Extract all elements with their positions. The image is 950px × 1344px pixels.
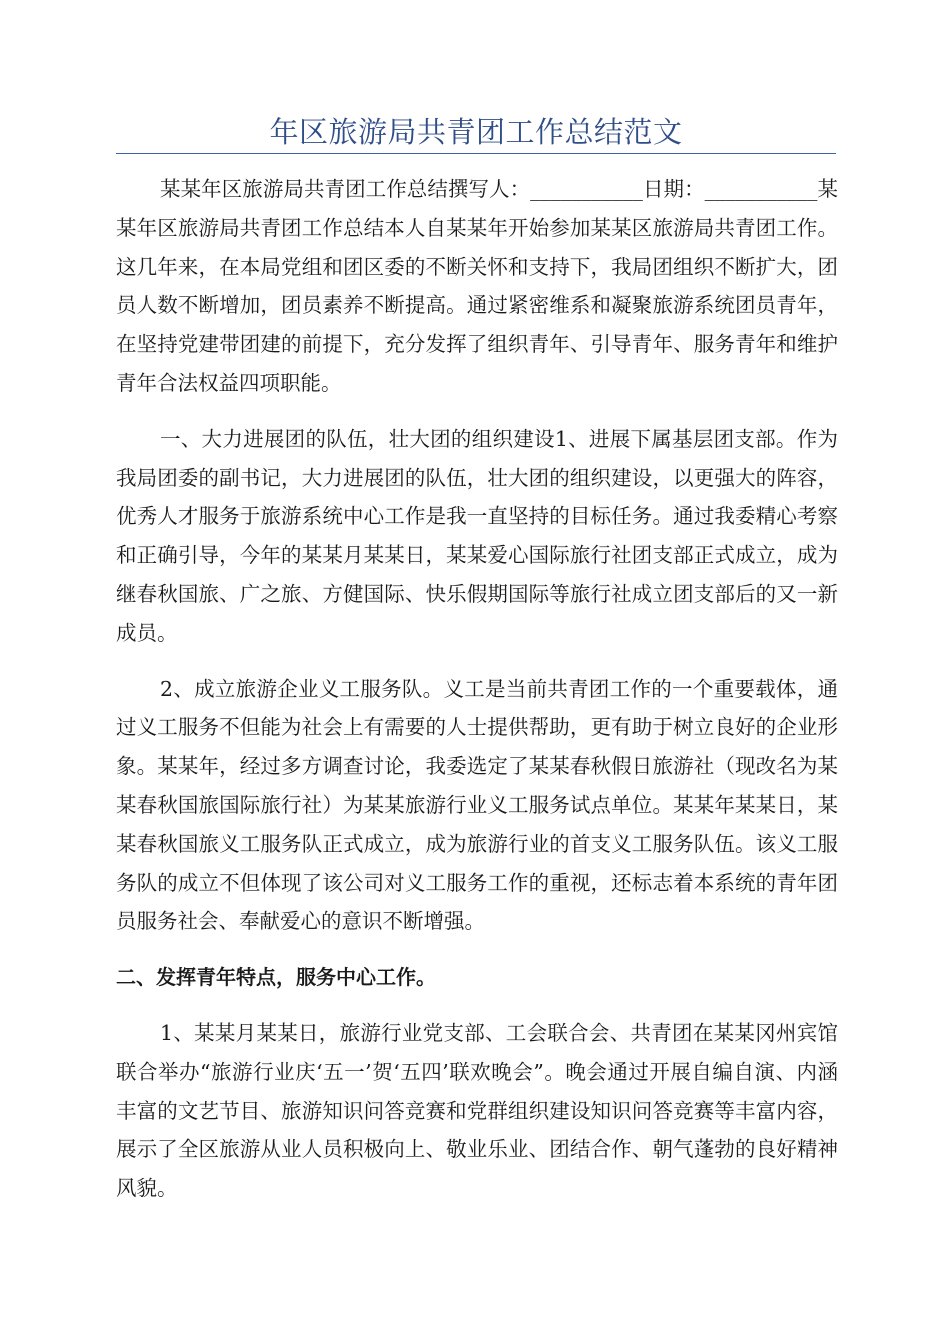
document-body — [116, 170, 838, 1225]
title-underline — [116, 153, 836, 154]
paragraph-section-one: 一、大力进展团的队伍，壮大团的组织建设1、进展下属基层团支部。作为我局团委的副书记，大力进展团的队伍，壮大团的组织建设，以更强大的阵容，优秀人才服务于旅游系统中心工作是我一直坚持的目标任务。通过我委精心考察和正确引导，今年的某某月某某日，某某爱心国际旅行社团支部正式成立，成为继春秋国旅、广之旅、方健国际、快乐假期国际等旅行社成立团支部后的又一新成员。 — [116, 426, 838, 645]
paragraph-gala: 1、某某月某某日，旅游行业党支部、工会联合会、共青团在某某冈州宾馆联合举办“旅游行业庆‘五一’贺‘五四’联欢晚会”。晚会通过开展自编自演、内涵丰富的文艺节目、旅游知识问答竞赛和党群组织建设知识问答竞赛等丰富内容，展示了全区旅游从业人员积极向上、敬业乐业、团结合作、朝气蓬勃的良好精神风貌。 — [116, 1020, 838, 1201]
section-heading: 二、发挥青年特点，服务中心工作。 — [116, 965, 436, 990]
paragraph-volunteer-team: 2、成立旅游企业义工服务队。义工是当前共青团工作的一个重要载体，通过义工服务不但能为社会上有需要的人士提供帮助，更有助于树立良好的企业形象。某某年，经过多方调查讨论，我委选定了某某春秋假日旅游社（现改名为某某春秋国旅国际旅行社）为某某旅游行业义工服务试点单位。某某年某某日，某某春秋国旅义工服务队正式成立，成为旅游行业的首支义工服务队伍。该义工服务队的成立不但体现了该公司对义工服务工作的重视，还标志着本系统的青年团员服务社会、奉献爱心的意识不断增强。 — [116, 676, 838, 934]
paragraph-intro: 某某年区旅游局共青团工作总结撰写人：___________日期：___________某某年区旅游局共青团工作总结本人自某某年开始参加某某区旅游局共青团工作。这几年来，在本局党组和团区委的不断关怀和支持下，我局团组织不断扩大，团员人数不断增加，团员素养不断提高。通过紧密维系和凝聚旅游系统团员青年，在坚持党建带团建的前提下，充分发挥了组织青年、引导青年、服务青年和维护青年合法权益四项职能。 — [116, 177, 838, 395]
document-title: 年区旅游局共青团工作总结范文 — [269, 115, 683, 149]
